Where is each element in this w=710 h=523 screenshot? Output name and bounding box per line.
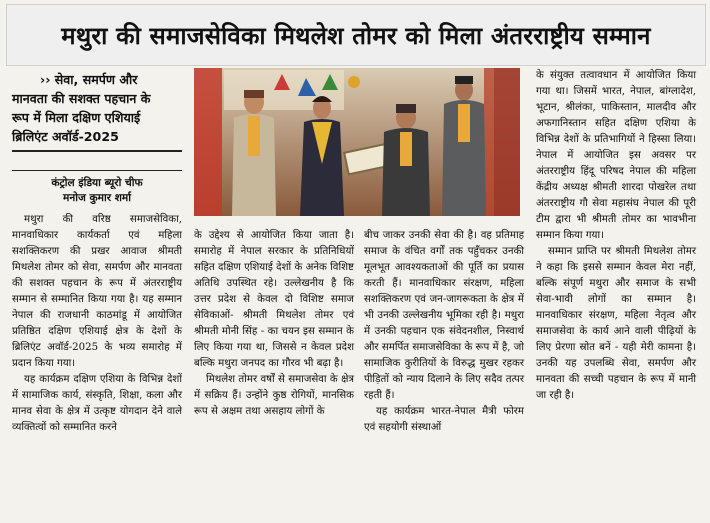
col2-para-1: के उद्देश्य से आयोजित किया जाता है। समारोह में नेपाल सरकार के प्रतिनिधियों सहित दक्षिण एशियाई देशों के अनेक विशिष्ट अतिथि उपस्थित रहे। उल्लेखनीय है कि उत्तर प्रदेश से केवल दो विशिष्ट समाज सेविकाओं- श्रीमती मिथलेश तोमर एवं श्रीमती मोनी सिंह - का चयन इस सम्मान के लिए किया गया था, जिससे न केवल प्रदेश बल्कि मथुरा जनपद का गौरव भी बढ़ा है।	[194, 230, 354, 369]
kicker-line-2: मानवता की सशक्त पहचान के	[12, 91, 151, 106]
column-4	[536, 68, 696, 404]
column-1	[12, 212, 182, 436]
col1-para-2: यह कार्यक्रम दक्षिण एशिया के विभिन्न देशों में सामाजिक कार्य, संस्कृति, शिक्षा, कला और मानव सेवा के क्षेत्र में उत्कृष्ट योगदान देने वाले व्यक्तित्वों को सम्मानित करने	[12, 374, 182, 433]
award-ceremony-photo	[194, 68, 520, 216]
kicker-line-4: ब्रिलिएंट अवॉर्ड-2025	[12, 129, 119, 144]
photo-illustration	[194, 68, 520, 216]
col3-para-2: यह कार्यक्रम भारत-नेपाल मैत्री फोरम एवं सहयोगी संस्थाओं	[364, 406, 524, 433]
column-2	[194, 228, 354, 420]
byline-title: कंट्रोल इंडिया ब्यूरो चीफ	[51, 177, 143, 189]
headline: मथुरा की समाजसेविका मिथलेश तोमर को मिला अंतरराष्ट्रीय सम्मान	[61, 21, 651, 50]
col3-para-1: बीच जाकर उनकी सेवा की है। वह प्रतिमाह समाज के वंचित वर्गों तक पहुँचकर उनकी मूलभूत आवश्यकताओं की पूर्ति का प्रयास करती हैं। मानवाधिकार संरक्षण, महिला सशक्तिकरण एवं जन-जागरूकता के क्षेत्र में भी उनकी उल्लेखनीय भूमिका रही है। मथुरा में उनकी पहचान एक संवेदनशील, निस्वार्थ और समर्पित समाजसेविका के रूप में है, जो सामाजिक कुरीतियों के विरुद्ध मुखर रहकर पीड़ितों को न्याय दिलाने के लिए सदैव तत्पर रहती हैं।	[364, 230, 524, 401]
divider-top	[12, 150, 182, 152]
byline	[12, 176, 182, 206]
headline-box	[6, 4, 706, 66]
col4-para-2: सम्मान प्राप्ति पर श्रीमती मिथलेश तोमर ने कहा कि इससे सम्मान केवल मेरा नहीं, बल्कि संपूर्ण मथुरा और समाज के सभी सेवा-भावी लोगों का सम्मान है। मानवाधिकार संरक्षण, महिला नेतृत्व और समाजसेवा के कार्य आने वाली पीढ़ियों के लिए प्रेरणा स्रोत बनें - यही मेरी कामना है। उनकी यह उपलब्धि सेवा, समर्पण और मानवता की सच्ची पहचान के रूप में मानी जा रही है।	[536, 246, 696, 401]
col1-para-1: मथुरा की वरिष्ठ समाजसेविका, मानवाधिकार कार्यकर्ता एवं महिला सशक्तिकरण की प्रखर आवाज श्रीमती मिथलेश तोमर को सेवा, समर्पण और मानवता की सशक्त पहचान के रूप में अंतरराष्ट्रीय सम्मान से सम्मानित किया गया है। यह सम्मान नेपाल की राजधानी काठमांडू में आयोजित प्रतिष्ठित दक्षिण एशियाई क्षेत्र के देशों के ब्रिलिएंट अवॉर्ड-2025 के भव्य समारोह में प्रदान किया गया।	[12, 214, 182, 369]
column-3	[364, 228, 524, 436]
kicker-text-1: सेवा, समर्पण और	[54, 72, 138, 87]
kicker-line-3: रूप में मिला दक्षिण एशियाई	[12, 110, 141, 125]
kicker-line-1	[12, 70, 182, 89]
kicker-arrow: ››	[40, 72, 51, 87]
byline-name: मनोज कुमार शर्मा	[62, 192, 132, 204]
col2-para-2: मिथलेश तोमर वर्षों से समाजसेवा के क्षेत्र में सक्रिय हैं। उन्होंने कुष्ठ रोगियों, मानसिक रूप से अक्षम तथा असहाय लोगों के	[194, 374, 354, 417]
col4-para-1: के संयुक्त तत्वावधान में आयोजित किया गया था। जिसमें भारत, नेपाल, बांग्लादेश, भूटान, श्रीलंका, पाकिस्तान, मालदीव और अफगानिस्तान सहित दक्षिण एशिया के विभिन्न देशों के प्रतिभागियों ने हिस्सा लिया। नेपाल में आयोजित इस अवसर पर अंतरराष्ट्रीय हिंदू परिषद नेपाल की महिला केंद्रीय अध्यक्ष श्रीमती शारदा पोखरेल तथा अंतरराष्ट्रीय गौ सेवा महासंघ नेपाल की पूरी टीम द्वारा भी श्रीमती तोमर का भावभीना सम्मान किया गया।	[536, 70, 696, 241]
kicker	[12, 70, 182, 146]
divider-bottom	[12, 170, 182, 171]
